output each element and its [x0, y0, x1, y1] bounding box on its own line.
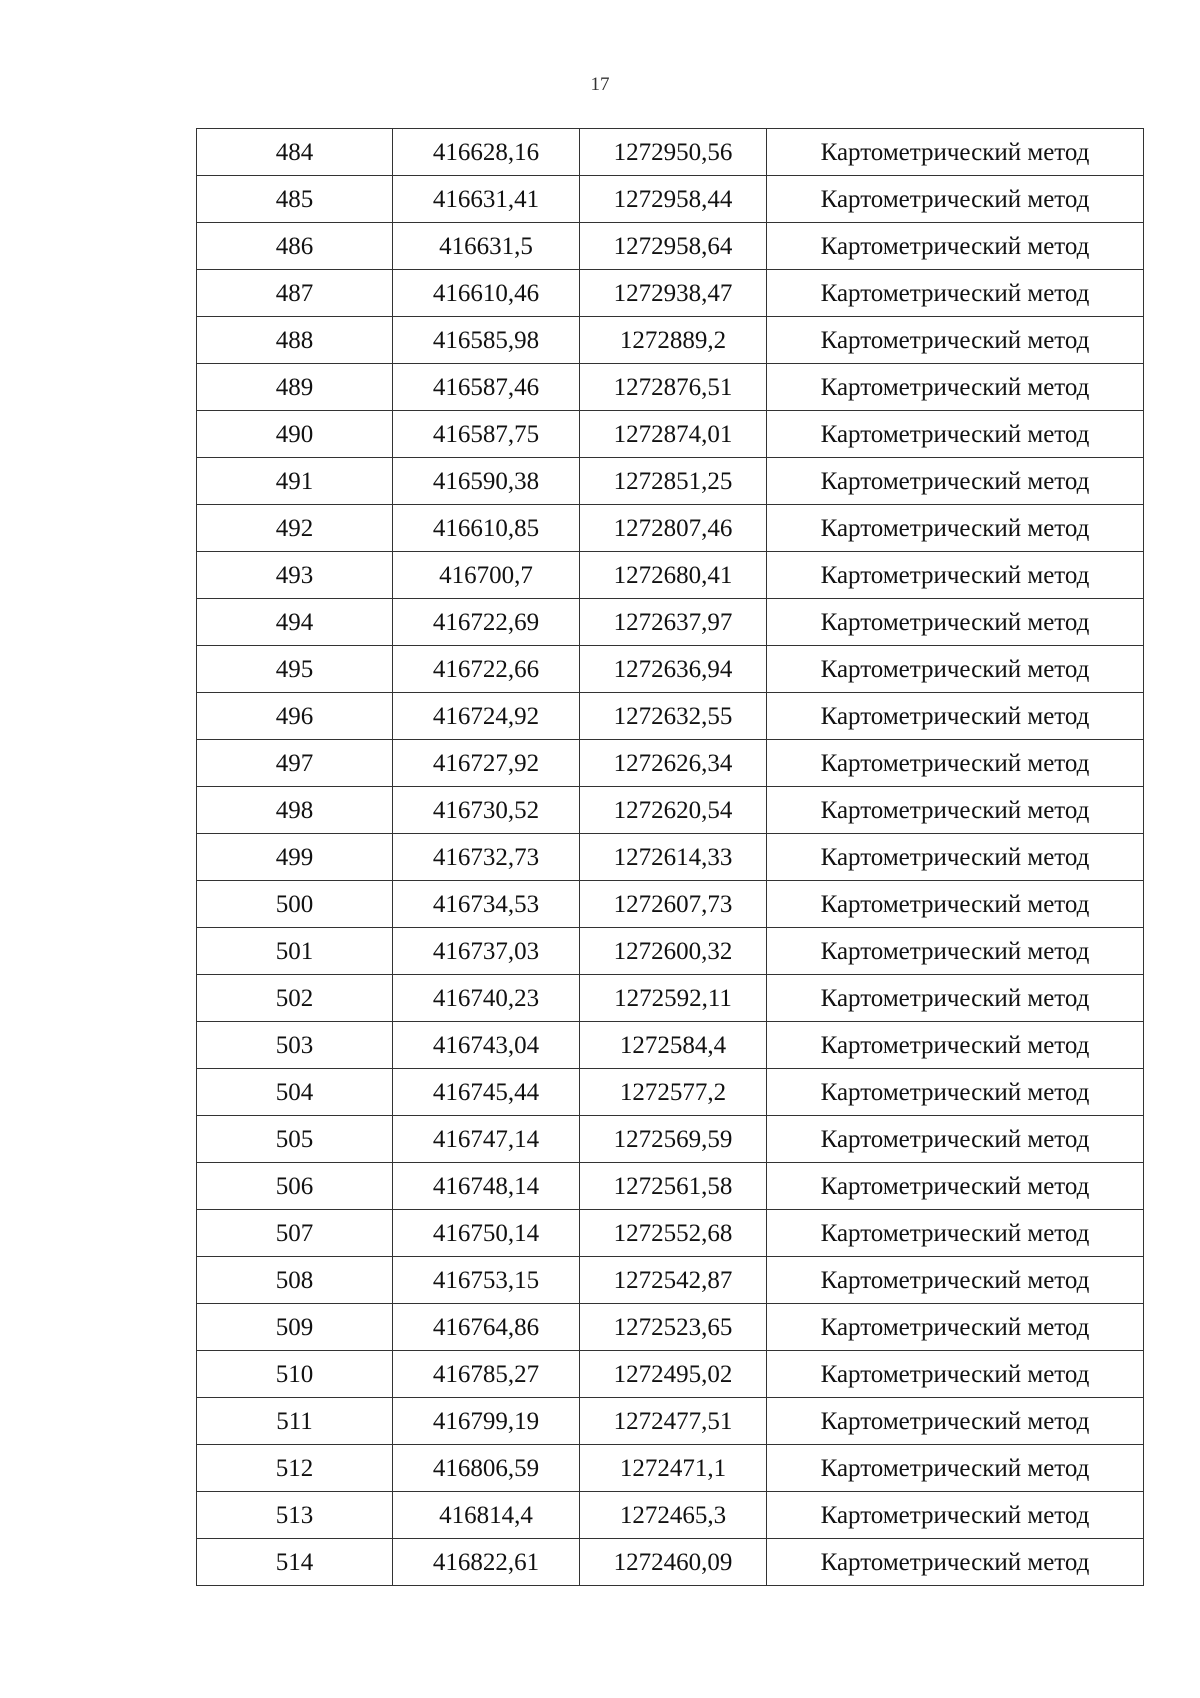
- method-cell: Картометрический метод: [767, 975, 1144, 1022]
- x-coordinate-cell: 416724,92: [393, 693, 580, 740]
- point-number-cell: 510: [197, 1351, 393, 1398]
- x-coordinate-cell: 416628,16: [393, 129, 580, 176]
- point-number-cell: 493: [197, 552, 393, 599]
- table-row: [197, 505, 1144, 552]
- x-coordinate-cell: 416764,86: [393, 1304, 580, 1351]
- table-row: [197, 975, 1144, 1022]
- x-coordinate-cell: 416590,38: [393, 458, 580, 505]
- x-coordinate-cell: 416785,27: [393, 1351, 580, 1398]
- method-cell: Картометрический метод: [767, 458, 1144, 505]
- table-row: [197, 129, 1144, 176]
- point-number-cell: 505: [197, 1116, 393, 1163]
- point-number-cell: 511: [197, 1398, 393, 1445]
- y-coordinate-cell: 1272876,51: [580, 364, 767, 411]
- x-coordinate-cell: 416587,75: [393, 411, 580, 458]
- method-cell: Картометрический метод: [767, 129, 1144, 176]
- table-row: [197, 1069, 1144, 1116]
- y-coordinate-cell: 1272577,2: [580, 1069, 767, 1116]
- page-number: 17: [590, 74, 610, 95]
- x-coordinate-cell: 416740,23: [393, 975, 580, 1022]
- point-number-cell: 501: [197, 928, 393, 975]
- method-cell: Картометрический метод: [767, 317, 1144, 364]
- x-coordinate-cell: 416745,44: [393, 1069, 580, 1116]
- x-coordinate-cell: 416727,92: [393, 740, 580, 787]
- x-coordinate-cell: 416585,98: [393, 317, 580, 364]
- y-coordinate-cell: 1272851,25: [580, 458, 767, 505]
- table-row: [197, 1445, 1144, 1492]
- point-number-cell: 490: [197, 411, 393, 458]
- x-coordinate-cell: 416737,03: [393, 928, 580, 975]
- x-coordinate-cell: 416750,14: [393, 1210, 580, 1257]
- point-number-cell: 512: [197, 1445, 393, 1492]
- point-number-cell: 507: [197, 1210, 393, 1257]
- point-number-cell: 499: [197, 834, 393, 881]
- method-cell: Картометрический метод: [767, 740, 1144, 787]
- method-cell: Картометрический метод: [767, 1398, 1144, 1445]
- method-cell: Картометрический метод: [767, 1445, 1144, 1492]
- y-coordinate-cell: 1272614,33: [580, 834, 767, 881]
- point-number-cell: 508: [197, 1257, 393, 1304]
- y-coordinate-cell: 1272626,34: [580, 740, 767, 787]
- method-cell: Картометрический метод: [767, 1022, 1144, 1069]
- y-coordinate-cell: 1272889,2: [580, 317, 767, 364]
- x-coordinate-cell: 416631,5: [393, 223, 580, 270]
- method-cell: Картометрический метод: [767, 928, 1144, 975]
- method-cell: Картометрический метод: [767, 646, 1144, 693]
- point-number-cell: 489: [197, 364, 393, 411]
- table-row: [197, 599, 1144, 646]
- method-cell: Картометрический метод: [767, 270, 1144, 317]
- table-row: [197, 1351, 1144, 1398]
- method-cell: Картометрический метод: [767, 834, 1144, 881]
- y-coordinate-cell: 1272523,65: [580, 1304, 767, 1351]
- table-row: [197, 881, 1144, 928]
- y-coordinate-cell: 1272569,59: [580, 1116, 767, 1163]
- x-coordinate-cell: 416822,61: [393, 1539, 580, 1586]
- x-coordinate-cell: 416730,52: [393, 787, 580, 834]
- method-cell: Картометрический метод: [767, 1210, 1144, 1257]
- x-coordinate-cell: 416748,14: [393, 1163, 580, 1210]
- y-coordinate-cell: 1272680,41: [580, 552, 767, 599]
- method-cell: Картометрический метод: [767, 176, 1144, 223]
- x-coordinate-cell: 416610,46: [393, 270, 580, 317]
- x-coordinate-cell: 416734,53: [393, 881, 580, 928]
- table-row: [197, 223, 1144, 270]
- x-coordinate-cell: 416814,4: [393, 1492, 580, 1539]
- table-row: [197, 928, 1144, 975]
- table-row: [197, 1492, 1144, 1539]
- table-row: [197, 1116, 1144, 1163]
- y-coordinate-cell: 1272636,94: [580, 646, 767, 693]
- x-coordinate-cell: 416743,04: [393, 1022, 580, 1069]
- table-row: [197, 1022, 1144, 1069]
- point-number-cell: 484: [197, 129, 393, 176]
- point-number-cell: 509: [197, 1304, 393, 1351]
- point-number-cell: 485: [197, 176, 393, 223]
- point-number-cell: 506: [197, 1163, 393, 1210]
- method-cell: Картометрический метод: [767, 223, 1144, 270]
- y-coordinate-cell: 1272950,56: [580, 129, 767, 176]
- y-coordinate-cell: 1272561,58: [580, 1163, 767, 1210]
- point-number-cell: 497: [197, 740, 393, 787]
- method-cell: Картометрический метод: [767, 505, 1144, 552]
- method-cell: Картометрический метод: [767, 1351, 1144, 1398]
- method-cell: Картометрический метод: [767, 881, 1144, 928]
- y-coordinate-cell: 1272600,32: [580, 928, 767, 975]
- y-coordinate-cell: 1272460,09: [580, 1539, 767, 1586]
- point-number-cell: 498: [197, 787, 393, 834]
- y-coordinate-cell: 1272632,55: [580, 693, 767, 740]
- table-row: [197, 1539, 1144, 1586]
- point-number-cell: 500: [197, 881, 393, 928]
- method-cell: Картометрический метод: [767, 1539, 1144, 1586]
- point-number-cell: 504: [197, 1069, 393, 1116]
- y-coordinate-cell: 1272620,54: [580, 787, 767, 834]
- method-cell: Картометрический метод: [767, 411, 1144, 458]
- method-cell: Картометрический метод: [767, 1163, 1144, 1210]
- x-coordinate-cell: 416747,14: [393, 1116, 580, 1163]
- coordinates-table-body: [197, 129, 1144, 1586]
- y-coordinate-cell: 1272552,68: [580, 1210, 767, 1257]
- x-coordinate-cell: 416732,73: [393, 834, 580, 881]
- method-cell: Картометрический метод: [767, 1492, 1144, 1539]
- table-row: [197, 1257, 1144, 1304]
- point-number-cell: 495: [197, 646, 393, 693]
- point-number-cell: 513: [197, 1492, 393, 1539]
- table-row: [197, 552, 1144, 599]
- x-coordinate-cell: 416700,7: [393, 552, 580, 599]
- y-coordinate-cell: 1272938,47: [580, 270, 767, 317]
- method-cell: Картометрический метод: [767, 552, 1144, 599]
- method-cell: Картометрический метод: [767, 787, 1144, 834]
- table-row: [197, 1398, 1144, 1445]
- method-cell: Картометрический метод: [767, 1069, 1144, 1116]
- table-row: [197, 176, 1144, 223]
- table-row: [197, 458, 1144, 505]
- table-row: [197, 364, 1144, 411]
- x-coordinate-cell: 416753,15: [393, 1257, 580, 1304]
- x-coordinate-cell: 416799,19: [393, 1398, 580, 1445]
- y-coordinate-cell: 1272874,01: [580, 411, 767, 458]
- point-number-cell: 496: [197, 693, 393, 740]
- x-coordinate-cell: 416587,46: [393, 364, 580, 411]
- method-cell: Картометрический метод: [767, 1304, 1144, 1351]
- y-coordinate-cell: 1272637,97: [580, 599, 767, 646]
- table-row: [197, 693, 1144, 740]
- y-coordinate-cell: 1272495,02: [580, 1351, 767, 1398]
- y-coordinate-cell: 1272471,1: [580, 1445, 767, 1492]
- table-row: [197, 1163, 1144, 1210]
- y-coordinate-cell: 1272465,3: [580, 1492, 767, 1539]
- x-coordinate-cell: 416806,59: [393, 1445, 580, 1492]
- method-cell: Картометрический метод: [767, 364, 1144, 411]
- table-row: [197, 317, 1144, 364]
- point-number-cell: 494: [197, 599, 393, 646]
- point-number-cell: 502: [197, 975, 393, 1022]
- method-cell: Картометрический метод: [767, 1116, 1144, 1163]
- table-row: [197, 787, 1144, 834]
- table-row: [197, 834, 1144, 881]
- coordinates-table: [196, 128, 1144, 1586]
- x-coordinate-cell: 416722,66: [393, 646, 580, 693]
- point-number-cell: 491: [197, 458, 393, 505]
- table-row: [197, 1304, 1144, 1351]
- y-coordinate-cell: 1272592,11: [580, 975, 767, 1022]
- point-number-cell: 492: [197, 505, 393, 552]
- x-coordinate-cell: 416722,69: [393, 599, 580, 646]
- point-number-cell: 488: [197, 317, 393, 364]
- y-coordinate-cell: 1272607,73: [580, 881, 767, 928]
- method-cell: Картометрический метод: [767, 599, 1144, 646]
- x-coordinate-cell: 416610,85: [393, 505, 580, 552]
- point-number-cell: 487: [197, 270, 393, 317]
- table-row: [197, 1210, 1144, 1257]
- x-coordinate-cell: 416631,41: [393, 176, 580, 223]
- table-row: [197, 411, 1144, 458]
- table-row: [197, 740, 1144, 787]
- y-coordinate-cell: 1272477,51: [580, 1398, 767, 1445]
- y-coordinate-cell: 1272542,87: [580, 1257, 767, 1304]
- table-row: [197, 270, 1144, 317]
- y-coordinate-cell: 1272958,44: [580, 176, 767, 223]
- y-coordinate-cell: 1272807,46: [580, 505, 767, 552]
- method-cell: Картометрический метод: [767, 1257, 1144, 1304]
- y-coordinate-cell: 1272584,4: [580, 1022, 767, 1069]
- point-number-cell: 503: [197, 1022, 393, 1069]
- point-number-cell: 514: [197, 1539, 393, 1586]
- y-coordinate-cell: 1272958,64: [580, 223, 767, 270]
- method-cell: Картометрический метод: [767, 693, 1144, 740]
- point-number-cell: 486: [197, 223, 393, 270]
- table-row: [197, 646, 1144, 693]
